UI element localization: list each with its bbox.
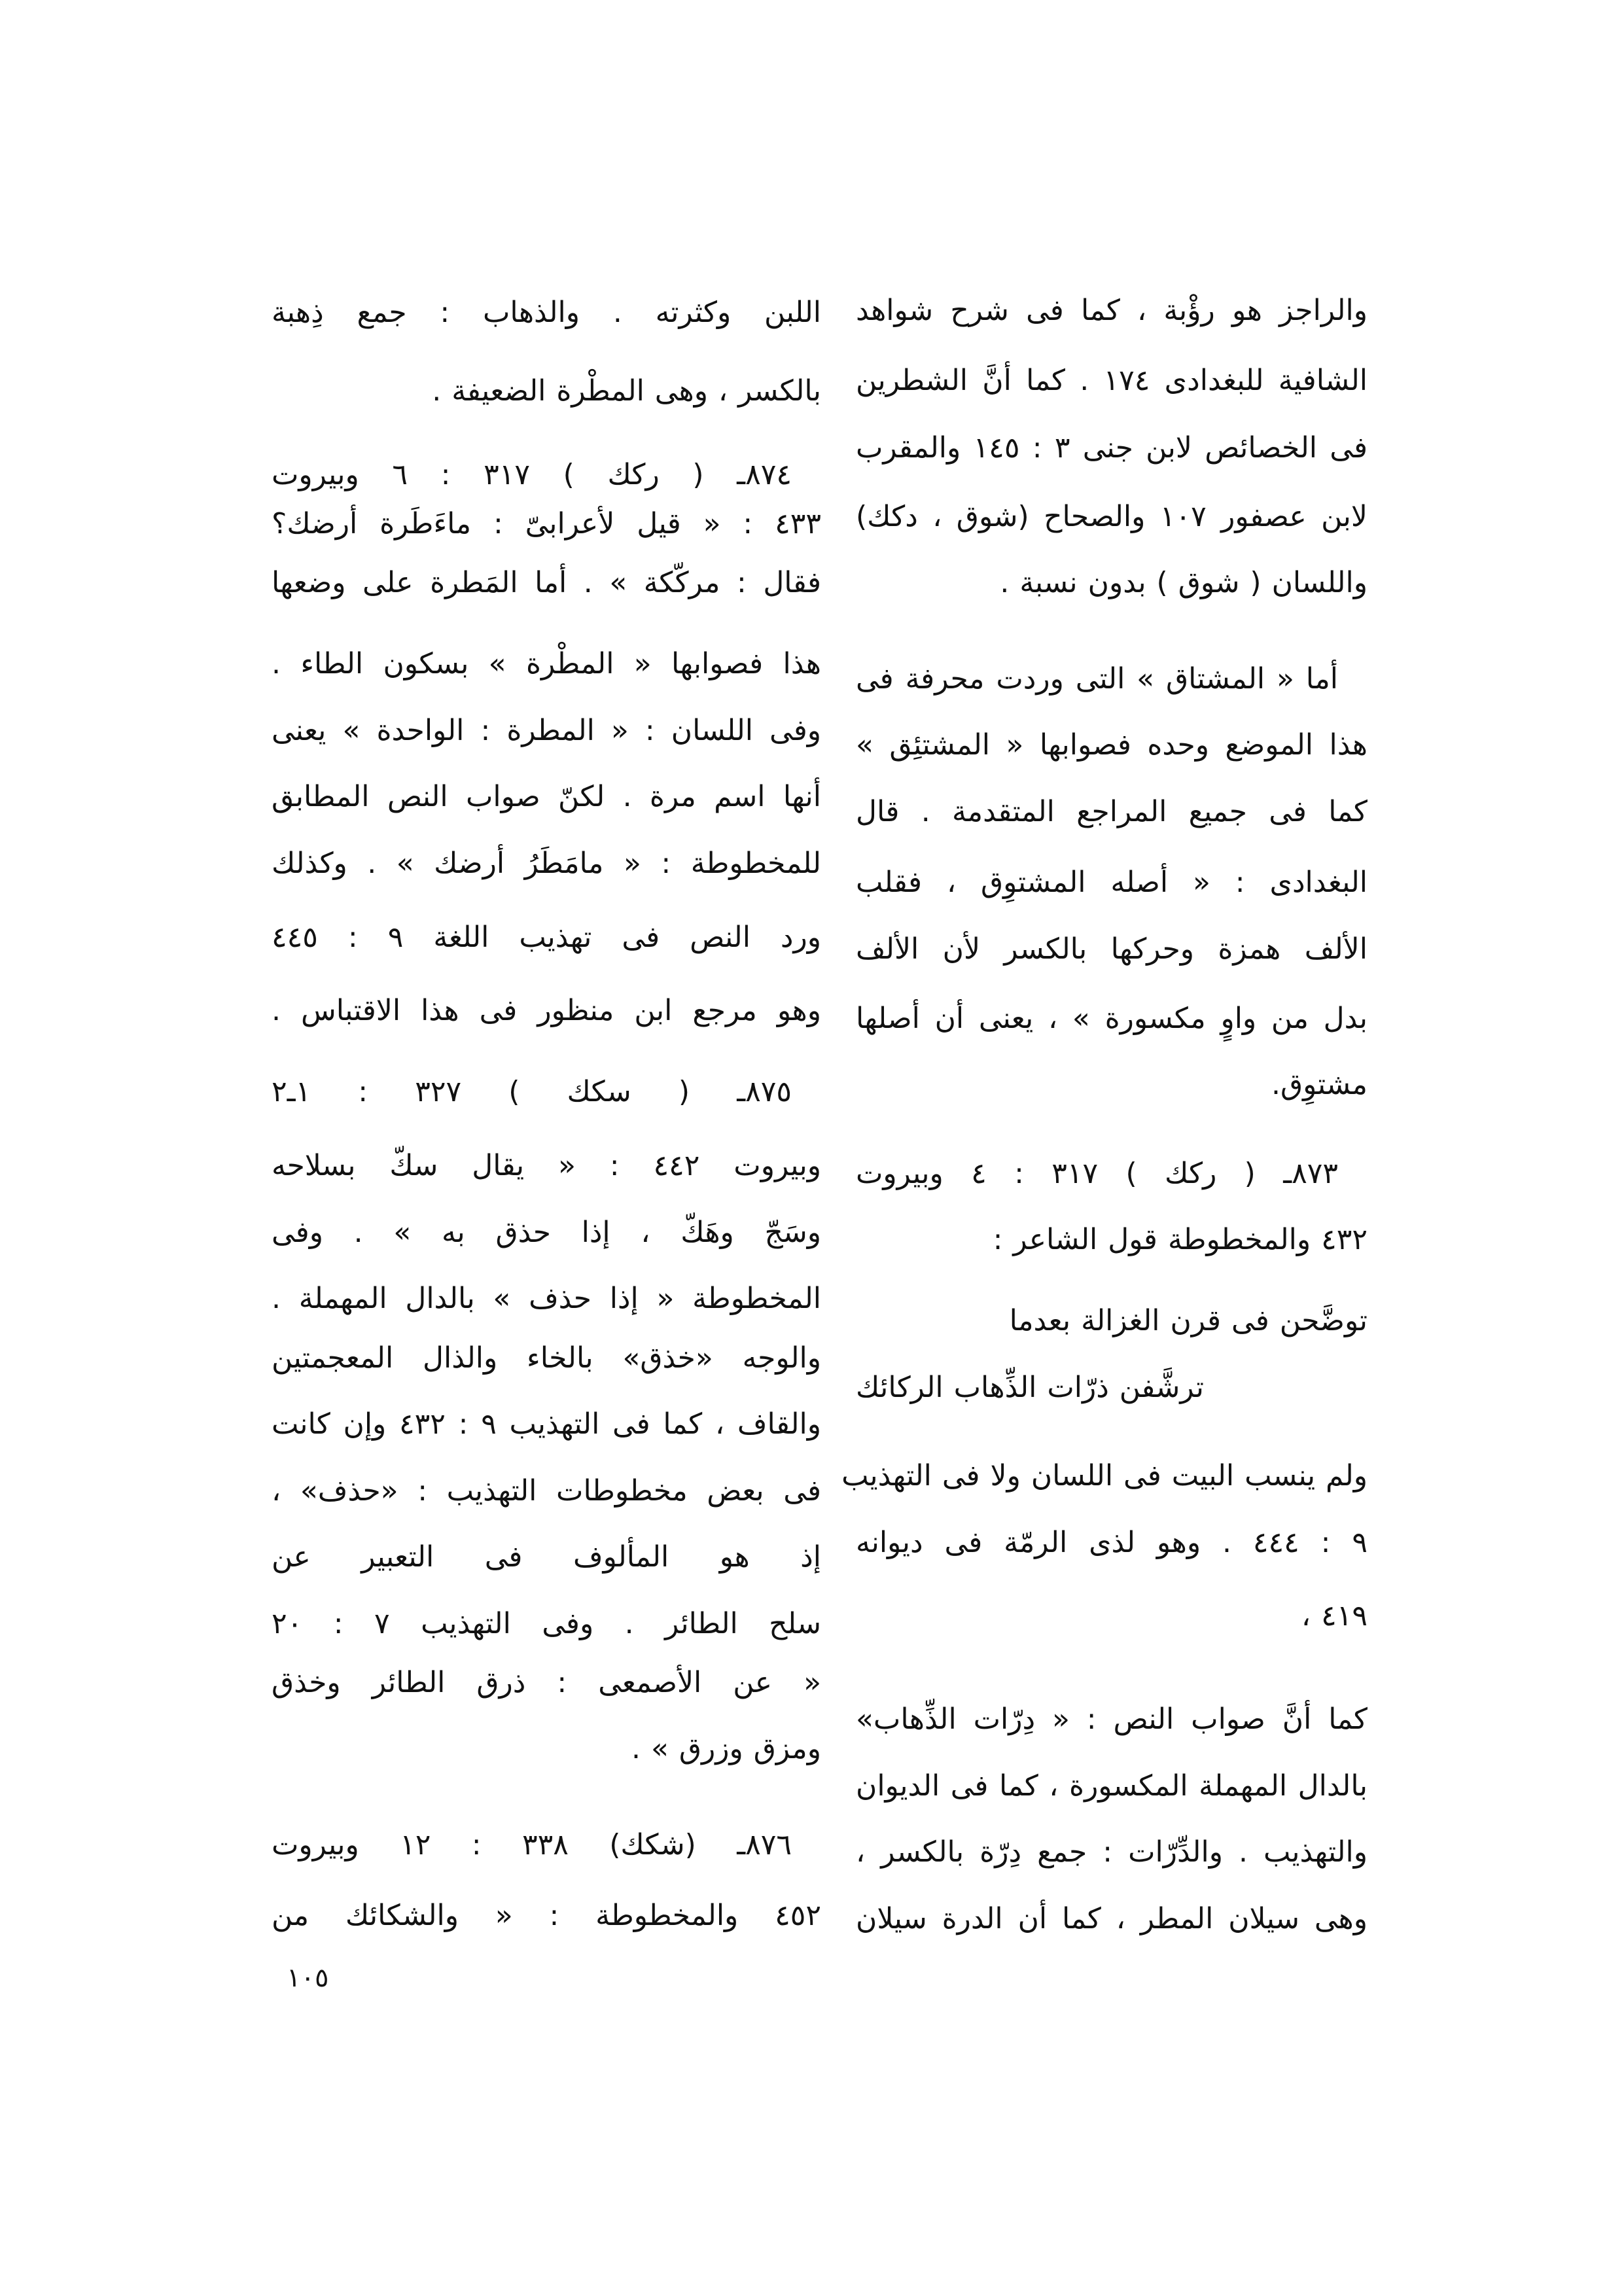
text-line: والوجه «خذق» بالخاء والذال المعجمتين (272, 1341, 821, 1375)
text-line: « عن الأصمعى : ذرق الطائر وخذق (272, 1666, 821, 1699)
text-line: إذ هو المألوف فى التعبير عن (272, 1540, 821, 1574)
text-line: ٨٧٣ـ ( ركك ) ٣١٧ : ٤ وبيروت (856, 1157, 1338, 1190)
text-line: وفى اللسان : « المطرة : الواحدة » يعنى (272, 714, 821, 747)
text-line: ٤٣٢ والمخطوطة قول الشاعر : (993, 1223, 1368, 1256)
text-line: المخطوطة « إذا حذف » بالدال المهملة . (272, 1282, 821, 1315)
text-line: ولم ينسب البيت فى اللسان ولا فى التهذيب (841, 1459, 1368, 1492)
text-line: فقال : مركّكة » . أما المَطرة على وضعها (272, 566, 821, 599)
text-line: ٤٥٢ والمخطوطة : « والشكائك من (272, 1899, 821, 1932)
text-line: وسَجّ وهَكّ ، إذا حذق به » . وفى (272, 1216, 821, 1249)
text-line: والراجز هو رؤْبة ، كما فى شرح شواهد (856, 294, 1368, 327)
text-line: ٤٣٣ : « قيل لأعرابىّ : ماءَطَرة أرضك؟ (272, 507, 821, 540)
text-line: هذا فصوابها « المطْرة » بسكون الطاء . (272, 647, 821, 680)
right-text-column (841, 0, 1368, 2296)
text-line: الألف همزة وحركها بالكسر لأن الألف (856, 932, 1368, 966)
text-line: ورد النص فى تهذيب اللغة ٩ : ٤٤٥ (272, 921, 821, 954)
text-line: الشافية للبغدادى ١٧٤ . كما أنَّ الشطرين (856, 364, 1368, 397)
text-line: البغدادى : « أصله المشتوِق ، فقلب (856, 866, 1368, 899)
text-line: ومزق وزرق » . (631, 1732, 821, 1765)
text-line: مشتوِق. (1271, 1068, 1368, 1101)
text-line: للمخطوطة : « مامَطَرُ أرضك » . وكذلك (272, 847, 821, 880)
text-line: والتهذيب . والدِّرّات : جمع دِرّة بالكسر ، (856, 1835, 1368, 1869)
text-line: ٨٧٥ـ ( سكك ) ٣٢٧ : ١ـ٢ (272, 1075, 792, 1108)
text-line: فى الخصائص لابن جنى ٣ : ١٤٥ والمقرب (856, 431, 1368, 465)
text-line: أما « المشتاق » التى وردت محرفة فى (856, 662, 1338, 696)
text-line: ٨٧٦ـ (شكك) ٣٣٨ : ١٢ وبيروت (272, 1828, 792, 1862)
text-line: وهى سيلان المطر ، كما أن الدرة سيلان (856, 1902, 1368, 1935)
text-line: أنها اسم مرة . لكنّ صواب النص المطابق (272, 780, 821, 813)
text-line: بالدال المهملة المكسورة ، كما فى الديوان (856, 1769, 1368, 1803)
text-line: بالكسر ، وهى المطْرة الضعيفة . (432, 374, 821, 408)
text-line: كما أنَّ صواب النص : « دِرّات الذِّهاب» (856, 1703, 1368, 1736)
text-line: بدل من واوٍ مكسورة » ، يعنى أن أصلها (856, 1002, 1368, 1035)
text-line: لابن عصفور ١٠٧ والصحاح (شوق ، دكك) (856, 500, 1368, 533)
text-line: ترشَّفن ذرّات الذِّهاب الركائك (856, 1371, 1204, 1404)
text-line: وهو مرجع ابن منظور فى هذا الاقتباس . (272, 994, 821, 1027)
text-line: واللسان ( شوق ) بدون نسبة . (1000, 566, 1368, 599)
text-line: وبيروت ٤٤٢ : « يقال سكّ بسلاحه (272, 1149, 821, 1182)
text-line: هذا الموضع وحده فصوابها « المشتئِق » (856, 728, 1368, 762)
text-line: فى بعض مخطوطات التهذيب : «حذف» ، (272, 1474, 821, 1508)
text-line: سلح الطائر . وفى التهذيب ٧ : ٢٠ (272, 1607, 822, 1640)
text-line: ٤١٩ ، (1301, 1599, 1368, 1633)
text-line: كما فى جميع المراجع المتقدمة . قال (856, 795, 1368, 828)
left-text-column (272, 0, 821, 2296)
text-line: اللبن وكثرته . والذهاب : جمع ذِهبة (272, 296, 821, 329)
page-number: ١٠٥ (287, 1963, 329, 1993)
text-line: والقاف ، كما فى التهذيب ٩ : ٤٣٢ وإن كانت (272, 1407, 822, 1441)
text-line: ٨٧٤ـ ( ركك ) ٣١٧ : ٦ وبيروت (272, 458, 792, 491)
text-line: ٩ : ٤٤٤ . وهو لذى الرمّة فى ديوانه (856, 1526, 1368, 1559)
text-line: توضَّحن فى قرن الغزالة بعدما (1009, 1304, 1368, 1337)
